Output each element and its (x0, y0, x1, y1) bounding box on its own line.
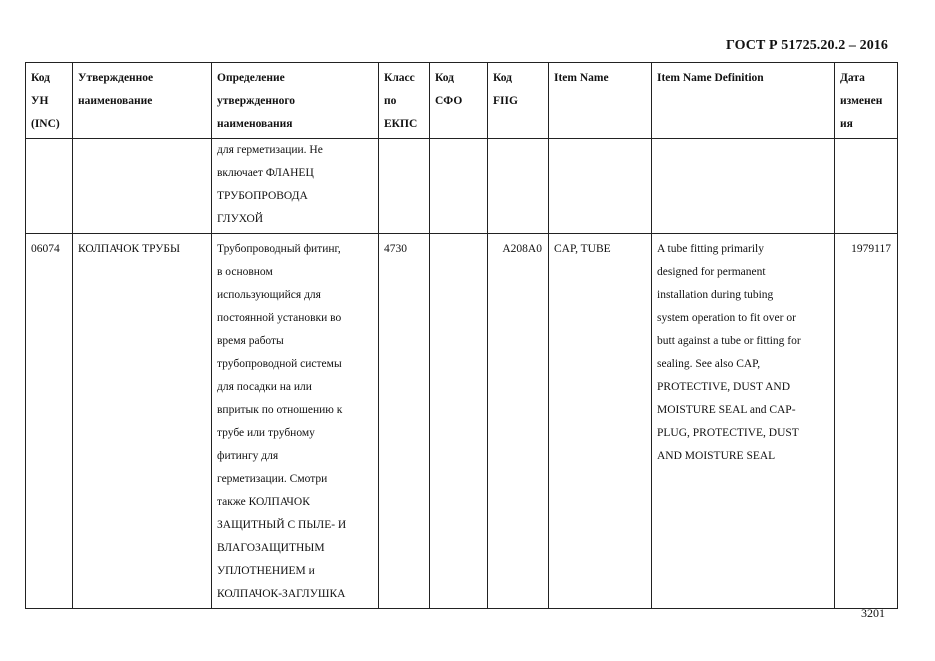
cell-code-sfo (430, 234, 488, 609)
cell-definition: Трубопроводный фитинг, в основном использующийся для постоянной установки во время работы трубопроводной системы для посадки на или впритык по отношению к трубе или трубному фитингу для герметизации. Смотри также КОЛПАЧОК ЗАЩИТНЫЙ С ПЫЛЕ- И ВЛАГОЗАЩИТНЫМ УПЛОТНЕНИЕМ и КОЛПАЧОК-ЗАГЛУШКА (212, 234, 379, 609)
table-header-row (26, 63, 898, 139)
column-header-code-sfo: Код СФО (430, 63, 488, 139)
cell-class-ekps: 4730 (379, 234, 430, 609)
column-header-item-name-definition: Item Name Definition (652, 63, 835, 139)
column-header-definition: Определение утвержденного наименования (212, 63, 379, 139)
cell-date (835, 139, 898, 234)
cell-code-sfo (430, 139, 488, 234)
catalog-table (25, 62, 898, 609)
cell-item-name-definition: A tube fitting primarily designed for permanent installation during tubing system operation to fit over or butt against a tube or fitting for sealing. See also CAP, PROTECTIVE, DUST AND MOISTURE SEAL and CAP- PLUG, PROTECTIVE, DUST AND MOISTURE SEAL (652, 234, 835, 609)
column-header-item-name: Item Name (549, 63, 652, 139)
cell-inc (26, 139, 73, 234)
cell-definition: для герметизации. Не включает ФЛАНЕЦ ТРУБОПРОВОДА ГЛУХОЙ (212, 139, 379, 234)
document-standard-header: ГОСТ Р 51725.20.2 – 2016 (725, 38, 888, 53)
column-header-inc: Код УН (INC) (26, 63, 73, 139)
cell-date: 1979117 (835, 234, 898, 609)
cell-code-fiig: A208A0 (488, 234, 549, 609)
table-row-continuation (26, 139, 898, 234)
column-header-class-ekps: Класс по ЕКПС (379, 63, 430, 139)
page-number: 3201 (861, 606, 885, 620)
cell-approved-name (73, 139, 212, 234)
cell-item-name (549, 139, 652, 234)
cell-item-name-definition (652, 139, 835, 234)
column-header-date: Дата изменен ия (835, 63, 898, 139)
column-header-code-fiig: Код FIIG (488, 63, 549, 139)
cell-code-fiig (488, 139, 549, 234)
cell-approved-name: КОЛПАЧОК ТРУБЫ (73, 234, 212, 609)
cell-item-name: CAP, TUBE (549, 234, 652, 609)
cell-class-ekps (379, 139, 430, 234)
cell-inc: 06074 (26, 234, 73, 609)
column-header-approved-name: Утвержденное наименование (73, 63, 212, 139)
table-row (26, 234, 898, 609)
